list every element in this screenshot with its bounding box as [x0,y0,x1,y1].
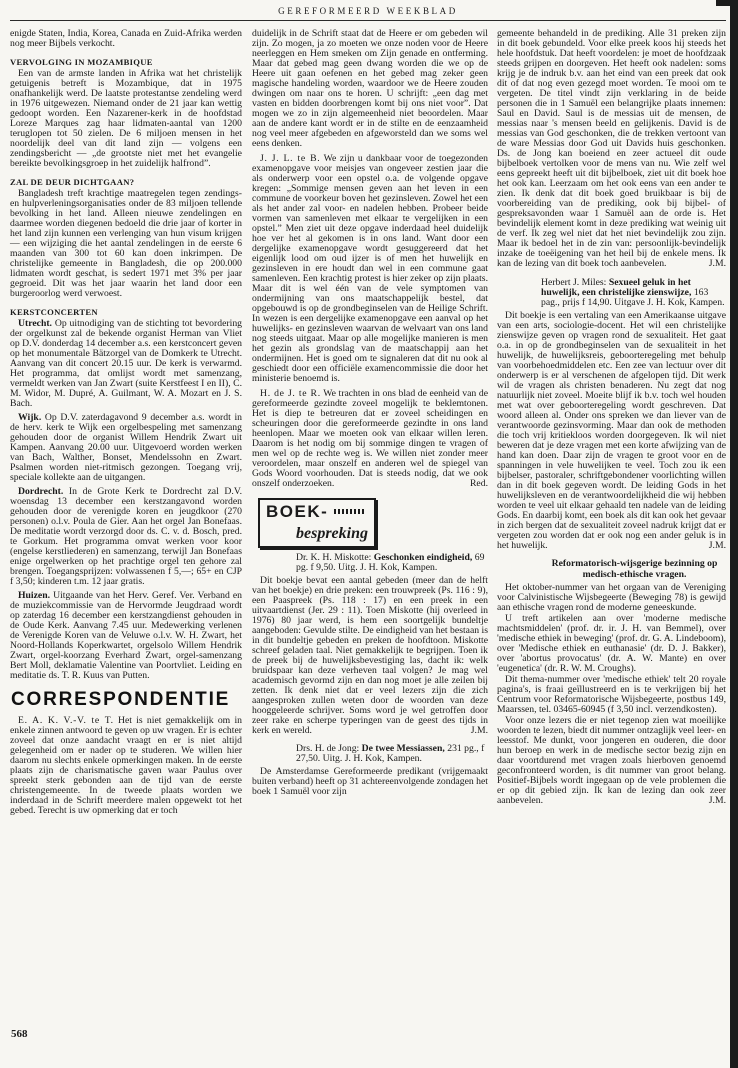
letter-text: Het is niet gemakkelijk om in enkele zinnen antwoord te geven op uw vragen. Er is echter zoveel dat onze aandacht vraagt en er is niet altijd gelegenheid om er nader op te studeren. We willen hier daarom nu slechts enkele opmerkingen maken. In de eerste plaats zijn de charismatische gaven waar Paulus over spreekt sterk gebonden aan de tijd van de eerste christengemeente. In de tweede plaats worden we inderdaad in de Schrift meerdere malen opgewekt tot het gebed. Terecht is uw opmerking dat er toch [10,715,242,816]
periodical-paragraph [497,716,726,806]
review-text [252,576,488,736]
correspondence-letter [252,389,488,489]
signature: Red. [469,478,488,489]
letter-addressee: J. J. L. te B. [260,153,321,164]
book-title: De twee Messiassen, [361,743,445,754]
review-body: Dit boekje is een vertaling van een Amerikaanse uitgave van een arts, sociologie-docent. Het wil een christelijke zienswijze geven op vragen rond de sexualiteit. Het gaat o.a. in op de grondbeginselen van de sexualiteit in het huwelijk, de huwelijksreis, geboorteregeling met behulp van voorbehoedmiddelen etc. Een zee van lectuur over dit onderwerp is er al verschenen de afgelopen tijd. Dit werk wil de vragen als christen benaderen. Nu zegt dat nog natuurlijk niet zoveel. Moeite blijf ik b.v. toch wel houden met wat over geboorteregeling wordt geschreven. Dat woord alleen al. Onder ons spreken we dan liever van de verantwoorde gezinsvorming. Maar dan ook de methoden die toch vrij kritiekloos worden doorgegeven. Ik wil niet beweren dat je deze vragen met een korte afwijzing van de hand kan doen. Daar zijn de vragen te groot voor en de spanningen in vele huwelijken te veel. Toch zou ik een bijbelser, pastoraler, schriftgebondener voorlichting willen dan in dit boek gegeven wordt. De leiding Gods in het huwelijksleven en de verantwoordelijkheid die wij hebben worden te veel uit elkaar gehaald ten nadele van de leiding Gods. En daarbij komt, een boek als dit kan ook het gevaar in zich bergen dat de sexualiteit zoveel nadruk krijgt dat er vergeten zou worden dat er ook nog een ander geluk is in het huwelijk. [497,310,726,551]
book-citation [296,553,488,573]
letter-addressee: H. de J. te R. [260,388,321,399]
signature: J.M. [708,795,726,806]
scan-edge-shadow [730,0,738,1068]
review-continuation [497,29,726,269]
concert-place: Wijk. [18,412,42,423]
column-3 [497,29,726,807]
badge-hatch-decoration [334,509,366,514]
concert-text: In de Grote Kerk te Dordrecht zal D.V. woensdag 13 december een kerstzangavond worden gehouden door de verenigde koren en jeugdkoor (270 personen) o.l.v. Poula de Gier. Aan het orgel Jan Bonefaas. De meditatie wordt verzorgd door ds. C. v. d. Bosch, pred. te Gorkum. Het programma omvat werken voor koor (engelse kerstliederen) en samenzang, terwijl Jan Bonefaas enige orgelwerken op het prachtige orgel ten gehore zal brengen. Toegangsprijzen: volwassenen f 5,—; 65+ en CJP f 3,50; kinderen t.m. 12 jaar gratis. [10,486,243,587]
review-body: Dit boekje bevat een aantal gebeden (meer dan de helft van het boekje) en drie preken: een trouwpreek (Ps. 116 : 9), een Paaspreek (Ps. 118 : 17) en een preek in een uitvaartdienst (Jer. 29 : 11). Toen Miskotte (hij overleed in 1976) 80 jaar werd, is hem een soortgelijk bundeltje aangeboden: Gevulde stilte. De eindigheid van het bestaan is in dit bundeltje gebeden en preken de hoofdtoon. Miskotte schreef geladen taal. Niet gemakkelijk te begrijpen. Toen ik de preek bij de huwelijksbevestiging las, dacht ik: welk bruidspaar kan deze verheven taal volgen? Je mag wel academisch gevormd zijn en dan nog moet je alle zeilen bij zetten. Ik denk niet dat er veel lezers zijn die zich aangesproken zullen weten door de woorden van deze hooggeleerde schrijver. Soms word je wel getroffen door zeer rake en scherpe typeringen van de geest des tijds in kerk en wereld. [252,575,488,736]
book-details: 231 pg., f 27,50. Uitg. J. H. Kok, Kampen. [296,743,485,764]
signature: J.M. [708,540,726,551]
book-citation [541,278,726,308]
book-title: Sexueel geluk in het huwelijk, een christelijke zienswijze, [541,277,692,298]
concert-place: Huizen. [18,590,51,601]
section-heading-bangladesh: ZAL DE DEUR DICHTGAAN? [10,177,135,187]
letter-text: We zijn u dankbaar voor de toegezonden examenopgave voor meisjes van ongeveer zestien jaar die als onderwerp voor een opstel o.a. de volgende opgave kregen: „Sommige mensen geven aan het leven in een commune de voorkeur boven het gezinsleven. Zowel het een als het ander zal voor- en nadelen hebben. Probeer beide vormen van samenleven met elkaar te vergelijken in een opstel.” Men ziet uit deze opgave inderdaad heel duidelijk hoe ver het al gekomen is in ons land. Want door een dergelijke examenopgave wordt gesuggereerd dat het eigenlijk lood om oud ijzer is of men het huwelijk en gezinsleven in ere houdt dan wel in een commune gaat samenleven. Een krachtig protest is hier zeker op zijn plaats. Maar dit is wel één van de vele symptomen van ondermijning van ons maatschappelijk bestel, dat opgebouwd is op de grondbeginselen van de Heilige Schrift. In wezen is een dergelijke examenopgave een aanval op het huwelijks- en gezinsleven waarvan de welvaart van ons land nog steeds uitgaat. Maar op alle mogelijke manieren is men het gezin als grondslag van de maatschappij aan het ondermijnen. Het is goed om te signaleren dat dit nu ook al geschiedt door een officiële examencommissie die door het ministerie benoemd is. [252,153,488,384]
badge-word-boek: BOEK- [266,502,329,521]
concert-item [10,413,242,483]
masthead-title: GEREFORMEERD WEEKBLAD [10,3,726,21]
badge-word-bespreking: bespreking [296,525,368,542]
periodical-paragraph: Dit thema-nummer over 'medische ethiek' telt 20 royale pagina's, is fraai geïllustreerd en is te verkrijgen bij het Centrum voor Reformatorische Wijsbegeerte, postbus 149, Maarssen, tel. 03465-60945 (f 3,50 incl. verzendkosten). [497,674,726,715]
review-text: De Amsterdamse Gereformeerde predikant (vrijgemaakt buiten verband) heeft op 31 achtereenvolgende zondagen het boek 1 Samuël voor zijn [252,766,488,797]
correspondence-heading: CORRESPONDENTIE [11,689,231,710]
book-title: Geschonken eindigheid, [373,552,473,563]
letter-continuation: duidelijk in de Schrift staat dat de Heere er om gebeden wil zijn. Zo mogen, ja zo moeten we onze noden voor de Heere neerleggen en Hem smeken om Zijn genade en ontferming. Maar dat gebed mag geen dwang worden die we op de Heere uit gaan oefenen en het gebed mag zeker geen magische handeling worden, waardoor we de Heere zouden dwingen om naar ons te horen. U schrijft: „een dag met vasten en bidden doorbrengen komt bij ons niet voor”. Dat mogen we zo in zijn algemeenheid niet beoordelen. Maar aan de andere kant wordt er in de stilte en de eenzaamheid nog veel meer afgebeden en afgeworsteld dan we soms wel eens denken. [252,28,488,149]
periodical-body: Voor onze lezers die er niet tegenop zien wat moeilijke woorden te lezen, biedt dit nummer ontzaglijk veel leer- en leesstof. Me dunkt, voor jongeren en ouderen, die door hun beroep en werk in de medische sector bezig zijn en daar voortdurend met vragen zoals hierboven genoemd geconfronteerd worden, is dit nummer van groot belang. Positief-Bijbels wordt ingegaan op de vele problemen die er op dit gebied zijn. Ik kan de lezing dan ook zeer aanbevelen. [497,715,726,806]
article-paragraph: Een van de armste landen in Afrika wat het christelijk getuigenis betreft is Mozambique, dat in 1975 onafhankelijk werd. De laatste protestantse zendeling werd in 1976 uitgewezen. Niemand onder de 21 jaar kan wettig gedoopt worden. Een Nazarener-kerk in de hoofdstad Loreze Marques zag haar lidmaten-aantal van 1200 teruglopen tot 50 zielen. De 6 miljoen mensen in het noordelijk deel van dit land zijn — volgens een zendingsbericht — „de grootste niet met het evangelie bereikte bevolkingsgroep in het zuidelijk halfrond”. [10,68,242,169]
section-heading-concerts: KERSTCONCERTEN [10,307,98,317]
concert-place: Dordrecht. [18,486,64,497]
book-author: Drs. H. de Jong: [296,743,360,754]
concert-item [10,319,242,409]
periodical-paragraph: Het oktober-nummer van het orgaan van de Vereniging voor Calvinistische Wijsbegeerte (Beweging 78) is gewijd aan ethische vragen rond de moderne geneeskunde. [497,582,726,613]
article-paragraph: Bangladesh treft krachtige maatregelen tegen zendings- en hulpverleningsorganisaties onder de 83 miljoen tellende bevolking in het land. Alleen nieuwe zendelingen en daarmee worden diegenen bedoeld die drie jaar of korter in het land zijn kunnen een verlenging van hun visum krijgen — een wijziging die het aantal zendelingen in de eerste 6 maanden van 300 tot 60 kan doen inkrimpen. De christelijke gemeente in Bangladesh, die op 200.000 lidmaten wordt geschat, is sedert 1971 met 3% per jaar gegroeid. Dit was het jaar waarin het land door een burgeroorlog werd verwoest. [10,188,242,299]
book-author: Dr. K. H. Miskotte: [296,552,372,563]
concert-place: Utrecht. [18,318,52,329]
article-continuation: enigde Staten, India, Korea, Canada en Zuid-Afrika werden nog meer Bijbels verkocht. [10,28,242,49]
book-author: Herbert J. Miles: [541,277,607,288]
concert-text: Uitgaande van het Herv. Geref. Ver. Verband en de muziekcommissie van de Hervormde Jeugdraad wordt op zaterdag 16 december een kerstzangdienst gehouden in de Oude Kerk. Aanvang 7.45 uur. Medewerking verlenen de Verenigde Koren van de Veluwe o.l.v. W. H. Zwart, het Noord-Hollands Koperkwartet, orgelsolo Willem Hendrik Zwart, orgel-koorzang Everhard Zwart, orgel-samenzang Bert Moll, deklamatie Valentine van Poortvliet. Leiding en meditatie ds. T. R. Kuus van Putten. [10,590,243,681]
review-text [497,311,726,551]
section-heading-mozambique: VERVOLGING IN MOZAMBIQUE [10,57,153,67]
book-details: 163 pag., prijs f 14,90. Uitgave J. H. Kok, Kampen. [541,287,725,308]
letter-text: We trachten in ons blad de eenheid van de gereformeerde gezindte zoveel mogelijk te beklemtonen. Het is diep te betreuren dat er zoveel scheidingen en scheuringen door die gereformeerde gezindte in ons land heenlopen. Maar we moeten ook van elkaar willen leren. Daarom is het nodig om bij sommige dingen te vragen of men wel op de rechte weg is. We willen niet zonder meer veroordelen, maar onszelf en anderen wel de spiegel van Gods Woord voorhouden. Dat is steeds nodig, dat we ook onszelf onderzoeken. [252,388,488,489]
signature: J.M. [708,258,726,269]
concert-text: Op uitnodiging van de stichting tot bevordering der orgelkunst zal de bekende organist Herman van Vliet op D.V. donderdag 14 december a.s. een kerstconcert geven op het monumentale Bätzorgel van de Domkerk te Utrecht. Aanvang van dit concert 20.15 uur. De kerk is verwarmd. Het programma, dat omlijst wordt met samenzang, vermeldt werken van Jan Zwart (suite Kerstfeest I en II), C. M. Widor, M. Dupré, A. Guilmant, W. A. Mozart en J. S. Bach. [10,318,243,409]
letter-addressee: E. A. K. V.-V. te T. [18,715,114,726]
concert-item [10,487,242,587]
book-citation [296,744,488,764]
review-body: gemeente behandeld in de prediking. Alle 31 preken zijn in dit boek gebundeld. Voor elke preek koos hij steeds het hele hoofdstuk. Dat heeft voordelen: je moet de hoofdzaak steeds grijpen en doorgeven. Het heeft ook nadelen: soms krijg je de indruk b.v. aan het eind van een preek dat ook dit of dat nog even gezegd moet worden. Te mooi om te vergeten. De titel vindt zijn verklaring in de beide personen die in 1 Samuël een belangrijke plaats innemen: Saul en David. Saul is de messias uit de mensen, de messias naar 's mensen beeld en gelijkenis. David is de messias van God geschonken, die de trekken vertoont van de ware Messias door God uit Davids huis geschonken. Ds. de Jong kan boeiend en zeer actueel dit oude bijbelboek vertolken voor de mens van nu. Wie zelf wel eens gepreekt heeft uit dit bijbelboek, ziet uit dit boek hoe het ook kan. Leerzaam om het ook eens van een ander te zien. Ik denk dat dit boek goed bruikbaar is bij de voorbereiding van de prediking, ook bij bijbel- of gespreksavonden waar 1 Samuël aan de orde is. Het bevindelijk element komt in deze prediking wat weinig uit de verf. Ik zeg wel niet dat het niet bevindelijk zou zijn. Maar ik bedoel het in de zin van: persoonlijk-bevindelijk inzake de toeëigening van het heil bij de enkele mens. Ik kan de lezing van dit boek toch aanbevelen. [497,28,726,269]
periodical-paragraph: U treft artikelen aan over 'moderne medische machtsmiddelen' (prof. dr. ir. J. H. van Bemmel), over 'medische ethiek in beweging' (prof. dr. G. A. Lindeboom), over 'Medische ethiek en euthanasie' (dr. D. J. Bakker), over 'abortus provocatus' (dr. A. W. Mante) en over 'eugenetica' (dr. R. W. M. Croughs). [497,613,726,674]
signature: J.M. [470,725,488,736]
book-review-badge [258,498,376,548]
page-number: 568 [11,1028,28,1040]
concert-text: Op D.V. zaterdagavond 9 december a.s. wordt in de herv. kerk te Wijk een orgelbespeling met samenzang gehouden door de organist Willem Hendrik Zwart uit Kampen. Aanvang 20.00 uur. Uitgevoerd worden werken van Bach, Walther, Bonset, Mendelssohn en Zwart. Psalmen worden niet-ritmisch gezongen. Toegang vrij, speciale kollekte aan de uitgangen. [10,412,243,483]
correspondence-letter [10,716,242,816]
book-details: 69 pg. f 9,50. Uitg. J. H. Kok, Kampen. [296,552,485,573]
correspondence-letter [252,154,488,384]
periodical-heading: Reformatorisch-wijsgerige bezinning op medisch-ethische vragen. [551,558,718,580]
column-1 [10,29,242,817]
concert-item [10,591,242,681]
column-2 [252,29,488,798]
